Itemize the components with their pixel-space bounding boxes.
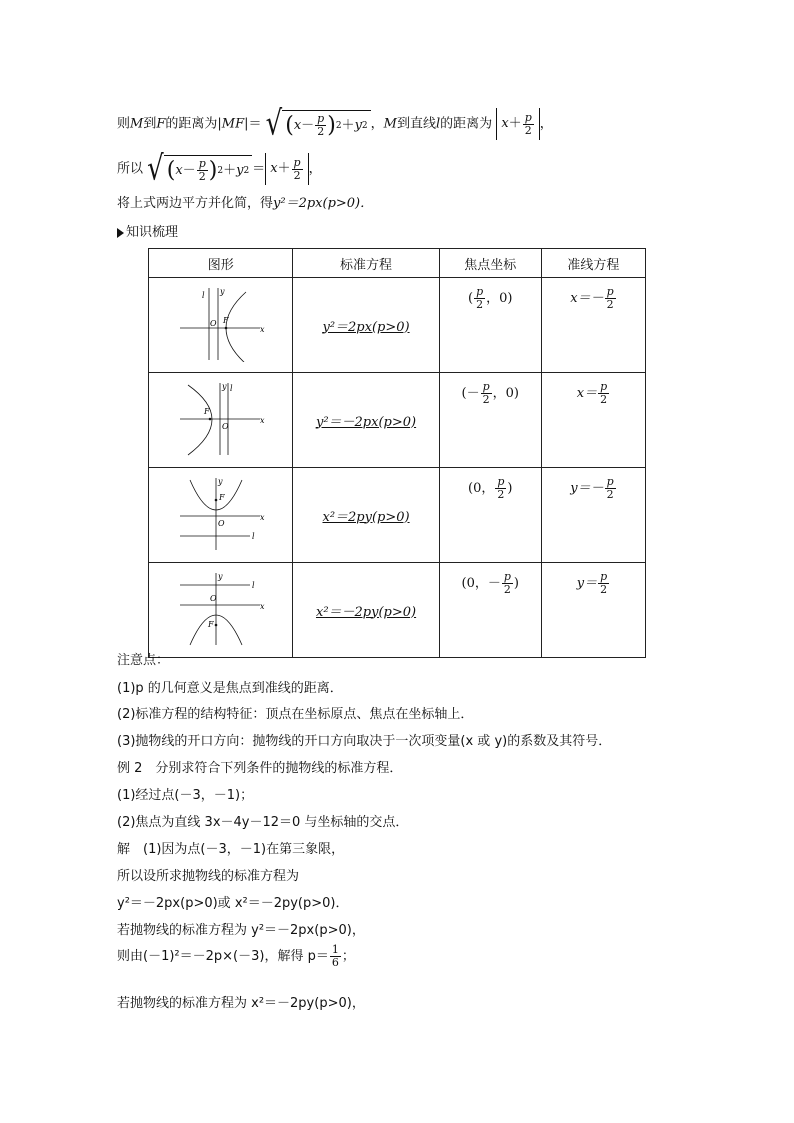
focus-prefix: (－ (461, 386, 480, 401)
svg-text:y: y (221, 382, 227, 391)
focus-den: 2 (503, 583, 511, 596)
intro-line-3 (117, 195, 373, 213)
section-title-text: 知识梳理 (126, 225, 179, 240)
graph-cell (149, 468, 293, 563)
solution-line-1: 解 (1)因为点(－3，－1)在第三象限， (117, 842, 345, 857)
directrix-cell (541, 468, 645, 563)
header-graph: 图形 (149, 249, 293, 278)
svg-text:F: F (218, 493, 225, 502)
svg-text:O: O (209, 319, 217, 328)
graph-cell (149, 278, 293, 373)
focus-num: p (503, 570, 511, 583)
sqrt-distance: √ ( x － $\frac{p}{2}$ ) 2 ＋ y 2 (266, 110, 371, 138)
equation-cell (293, 468, 439, 563)
svg-text:F: F (222, 316, 229, 325)
directrix-prefix: x＝－ (570, 291, 604, 306)
directrix-num: p (606, 475, 614, 488)
example-question-2: (2)焦点为直线 3x－4y－12＝0 与坐标轴的交点． (117, 815, 409, 830)
text: ＝ (252, 161, 266, 177)
parabola-right-graph (176, 284, 266, 362)
focus-cell (439, 373, 541, 468)
directrix-num: p (600, 380, 608, 393)
svg-text:l: l (201, 291, 205, 300)
equation-cell (293, 563, 439, 658)
parabola-table (148, 248, 646, 658)
intro-line-1 (117, 104, 553, 144)
equation: y²＝2px(p>0)． (273, 196, 374, 211)
directrix-num: p (606, 285, 614, 298)
focus-suffix: ，0) (492, 386, 519, 401)
text: 将上式两边平方并化简，得 (117, 196, 274, 211)
directrix-cell (541, 373, 645, 468)
focus-prefix: (0， (468, 481, 495, 496)
focus-den: 2 (497, 488, 505, 501)
directrix-den: 2 (600, 393, 608, 406)
section-marker-icon (117, 228, 124, 238)
text: ， (308, 161, 322, 177)
equation-text: x²＝2py(p>0) (322, 509, 410, 525)
solution-line-4: 若抛物线的标准方程为 y²＝－2px(p>0)， (117, 923, 365, 938)
svg-text:y: y (217, 572, 223, 581)
focus-den: 2 (482, 393, 490, 406)
directrix-den: 2 (606, 488, 614, 501)
svg-text:O: O (221, 422, 229, 431)
svg-text:l: l (251, 532, 255, 541)
directrix-prefix: x＝ (576, 386, 598, 401)
var-M: M (130, 116, 144, 132)
intro-line-2 (117, 149, 322, 189)
example-title: 例 2 分别求符合下列条件的抛物线的标准方程． (117, 761, 403, 776)
text: 的距离为 (440, 116, 493, 132)
var-M: M (383, 116, 397, 132)
text: |＝ (244, 116, 262, 132)
svg-text:F: F (203, 407, 210, 416)
svg-text:l: l (251, 581, 255, 590)
parabola-up-graph (176, 474, 266, 552)
focus-den: 2 (476, 298, 484, 311)
focus-suffix: ，0) (486, 291, 513, 306)
svg-text:x: x (259, 416, 265, 425)
directrix-prefix: y＝ (576, 576, 598, 591)
focus-prefix: (0，－ (461, 576, 501, 591)
svg-text:F: F (207, 620, 214, 629)
solution-line-6: 若抛物线的标准方程为 x²＝－2py(p>0)， (117, 996, 365, 1011)
note-3: (3)抛物线的开口方向：抛物线的开口方向取决于一次项变量(x 或 y)的系数及其符号． (117, 734, 612, 749)
equation-text: x²＝－2py(p>0) (315, 604, 417, 620)
graph-cell (149, 373, 293, 468)
text: ， (370, 116, 384, 132)
var-l: l (436, 116, 441, 132)
sqrt-equation: √ ( x － $\frac{p}{2}$ ) 2 ＋ y 2 (147, 155, 252, 183)
abs-equation: x ＋ $\frac{p}{2}$ (265, 153, 308, 185)
header-directrix: 准线方程 (541, 249, 645, 278)
directrix-num: p (600, 570, 608, 583)
svg-text:O: O (209, 594, 217, 603)
text: 则 (117, 116, 131, 132)
svg-text:l: l (229, 384, 233, 393)
table-row (149, 563, 646, 658)
focus-suffix: ) (507, 481, 513, 496)
svg-text:x: x (259, 513, 265, 522)
parabola-down-graph (176, 569, 266, 647)
note-1: (1)p 的几何意义是焦点到准线的距离． (117, 681, 343, 696)
solution-line-5 (117, 944, 355, 969)
notes-title: 注意点： (117, 653, 170, 668)
header-equation: 标准方程 (293, 249, 439, 278)
focus-cell (439, 468, 541, 563)
svg-text:x: x (259, 602, 265, 611)
text: 所以 (117, 161, 144, 177)
table-row (149, 468, 646, 563)
fraction-den: 6 (331, 956, 339, 969)
section-title (117, 221, 178, 240)
solution-line-3: y²＝－2px(p>0)或 x²＝－2py(p>0)． (117, 896, 349, 911)
note-2: (2)标准方程的结构特征：顶点在坐标原点、焦点在坐标轴上． (117, 707, 474, 722)
svg-text:O: O (217, 519, 225, 528)
directrix-den: 2 (606, 298, 614, 311)
var-F: F (156, 116, 166, 132)
text: 的距离为| (165, 116, 222, 132)
text: 到直线 (396, 116, 436, 132)
focus-num: p (482, 380, 490, 393)
parabola-left-graph (176, 379, 266, 457)
equation-text: y²＝2px(p>0) (322, 319, 410, 335)
focus-num: p (476, 285, 484, 298)
focus-cell (439, 278, 541, 373)
table-row (149, 278, 646, 373)
solution-line-2: 所以设所求抛物线的标准方程为 (117, 869, 300, 884)
focus-prefix: ( (468, 291, 474, 306)
focus-cell (439, 563, 541, 658)
directrix-cell (541, 278, 645, 373)
directrix-prefix: y＝－ (570, 481, 604, 496)
directrix-cell (541, 563, 645, 658)
svg-text:x: x (259, 325, 265, 334)
equation-cell (293, 373, 439, 468)
focus-num: p (497, 475, 505, 488)
equation-cell (293, 278, 439, 373)
text: 到 (143, 116, 157, 132)
table-row (149, 373, 646, 468)
var-MF: MF (221, 116, 245, 132)
solution-text: 则由(－1)²＝－2p×(－3)，解得 p＝ (117, 949, 329, 964)
directrix-den: 2 (600, 583, 608, 596)
text: ， (539, 116, 553, 132)
svg-text:y: y (219, 287, 225, 296)
header-focus: 焦点坐标 (439, 249, 541, 278)
graph-cell (149, 563, 293, 658)
solution-text: ； (341, 949, 355, 964)
example-question-1: (1)经过点(－3，－1)； (117, 788, 254, 803)
fraction-num: 1 (331, 943, 339, 956)
focus-suffix: ) (513, 576, 519, 591)
equation-text: y²＝－2px(p>0) (315, 414, 417, 430)
svg-text:y: y (217, 477, 223, 486)
abs-distance: x ＋ $\frac{p}{2}$ (496, 108, 539, 140)
table-header-row (149, 249, 646, 278)
